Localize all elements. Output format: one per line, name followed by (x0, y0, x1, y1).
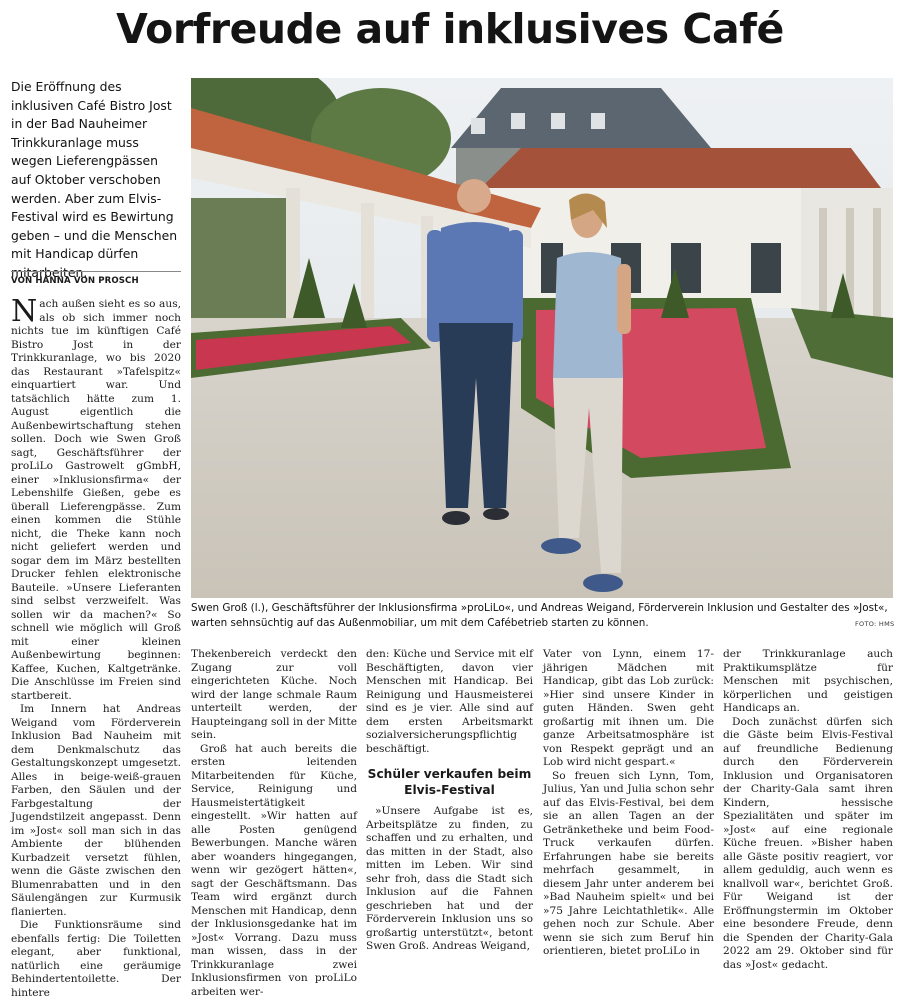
paragraph: den: Küche und Service mit elf Beschäftigten, davon vier Menschen mit Handicap. Bei Reinigung und Hausmeisterei sind es je vier. Alle sind auf dem ersten Arbeitsmarkt sozialversicherungspflichtig beschäftigt. (366, 648, 533, 755)
paragraph: Im Innern hat Andreas Weigand vom Förderverein Inklusion Bad Nauheim mit dem Denkmalschutz das Gestaltungskonzept umgesetzt. Alles in beige-weiß-grauen Farben, den Säulen und der Farbgestaltung der Jugendstilzeit angepasst. Denn im »Jost« soll man sich in das Ambiente der blühenden Kurbadzeit versetzt fühlen, wenn die Gäste zwischen den Blumenrabatten und in den Säulengängen zur Kurmusik flanierten. (11, 703, 181, 918)
lead-paragraph: Die Eröffnung des inklusiven Café Bistro Jost in der Bad Nauheimer Trinkkuranlage muss wegen Lieferengpässen auf Oktober verschoben werden. Aber zum Elvis-Festival wird es Bewirtung geben – und die Menschen mit Handicap dürfen mitarbeiten. (11, 79, 178, 280)
paragraph: Groß hat auch bereits die ersten leitenden Mitarbeitenden für Küche, Service, Reinigung und Hausmeistertätigkeit eingestellt. »Wir hatten auf alle Posten genügend Bewerbungen. Manche wären aber woanders hingegangen, wenn wir gezögert hätten«, sagt der Geschäftsmann. Das Team wird ergänzt durch Menschen mit Handicap, denn der Inklusionsgedanke hat im »Jost« Vorrang. Dazu muss man wissen, dass in der Trinkkuranlage zwei Inklusionsfirmen von proLiLo arbeiten wer- (191, 742, 357, 998)
paragraph: Doch zunächst dürfen sich die Gäste beim Elvis-Festival auf freundliche Bedienung durch den Förderverein Inklusion und Organisatoren der Charity-Gala samt ihren Kindern, hessische Spezialitäten und später im »Jost« auf eine regionale Küche freuen. »Bisher haben alle Gäste positiv reagiert, vor allem geduldig, auch wenn es knallvoll war«, berichtet Groß. Für Weigand ist der Eröffnungstermin im Oktober eine besondere Freude, denn die Spenden der Charity-Gala 2022 am 29. Oktober sind für das »Jost« gedacht. (723, 715, 893, 971)
article-photo (191, 78, 893, 598)
article-column-3 (366, 648, 533, 954)
paragraph: So freuen sich Lynn, Tom, Julius, Yan und Julia schon sehr auf das Elvis-Festival, bei dem sie an allen Tagen an der Getränketheke und beim Food-Truck verkaufen dürfen. Erfahrungen habe sie bereits mehrfach gesammelt, in diesem Jahr unter anderem bei »Bad Nauheim spielt« und bei »75 Jahre Leichtathletik«. Alle gehen noch zur Schule. Aber wenn sie sich zum Beruf hin orientieren, bietet proLiLo in (543, 769, 714, 957)
photo-illustration (191, 78, 893, 598)
paragraph: Die Funktionsräume sind ebenfalls fertig: Die Toiletten elegant, aber funktional, natürlich eine geräumige Behindertentoilette. Der hintere (11, 919, 181, 999)
photo-caption: Swen Groß (l.), Geschäftsführer der Inklusionsfirma »proLiLo«, und Andreas Weigand, Förderverein Inklusion und Gestalter des »Jost«, warten sehnsüchtig auf das Außenmobiliar, um mit dem Cafébetrieb starten zu können. (191, 602, 888, 629)
photo-credit: FOTO: HMS (855, 620, 895, 628)
byline: VON HANNA VON PROSCH (11, 276, 139, 286)
headline: Vorfreude auf inklusives Café (116, 5, 784, 53)
paragraph: Vater von Lynn, einem 17-jährigen Mädchen mit Handicap, gibt das Lob zurück: »Hier sind unsere Kinder in guten Händen. Swen geht großartig mit ihnen um. Die ganze Arbeitsatmosphäre ist von Respekt geprägt und an Lob wird nicht gespart.« (543, 648, 714, 768)
article-column-1 (11, 294, 181, 1000)
paragraph: »Unsere Aufgabe ist es, Arbeitsplätze zu finden, zu schaffen und zu erhalten, und das mitten in der Stadt, also mitten im Leben. Wir sind sehr froh, dass die Stadt sich Inklusion auf die Fahnen geschrieben hat und der Förderverein Inklusion uns so großartig unterstützt«, betont Swen Groß. Andreas Weigand, (366, 805, 533, 952)
article-column-2 (191, 648, 357, 999)
drop-cap: N (11, 294, 38, 329)
paragraph (11, 294, 181, 703)
subheading: Schüler verkaufen beim Elvis-Festival (367, 767, 532, 797)
article-column-4 (543, 648, 714, 959)
paragraph: Thekenbereich verdeckt den Zugang zur voll eingerichteten Küche. Noch wird der lange schmale Raum unterteilt werden, der Haupteingang soll in der Mitte sein. (191, 648, 358, 741)
byline-divider (11, 271, 181, 272)
paragraph-text: ach außen sieht es so aus, als ob sich immer noch nichts tue im künftigen Café Bistro Jost in der Trinkkuranlage, wo bis 2020 das Restaurant »Tafelspitz« einquartiert war. Und tatsächlich hätte zum 1. August eigentlich die Außenbewirtschaftung stehen sollen. Doch wie Swen Groß sagt, Geschäftsführer der proLiLo Gastrowelt gGmbH, einer »Inklusionsfirma« der Lebenshilfe Gießen, gebe es überall Lieferengpässe. Zum einen kommen die Stühle nicht, die Theke kann noch nicht geliefert werden und sogar dem im März bestellten Drucker fehlen elektronische Bauteile. »Unsere Lieferanten sind selbst verzweifelt. Was sollen wir da machen?« So schnell wie möglich will Groß mit einer kleinen Außenbewirtung beginnen: Kaffee, Kuchen, Kaltgetränke. Die Anschlüsse im Freien sind startbereit. (11, 298, 181, 702)
paragraph: der Trinkkuranlage auch Praktikumsplätze für Menschen mit psychischen, körperlichen und geistigen Handicaps an. (723, 648, 893, 714)
article-column-5 (723, 648, 893, 972)
